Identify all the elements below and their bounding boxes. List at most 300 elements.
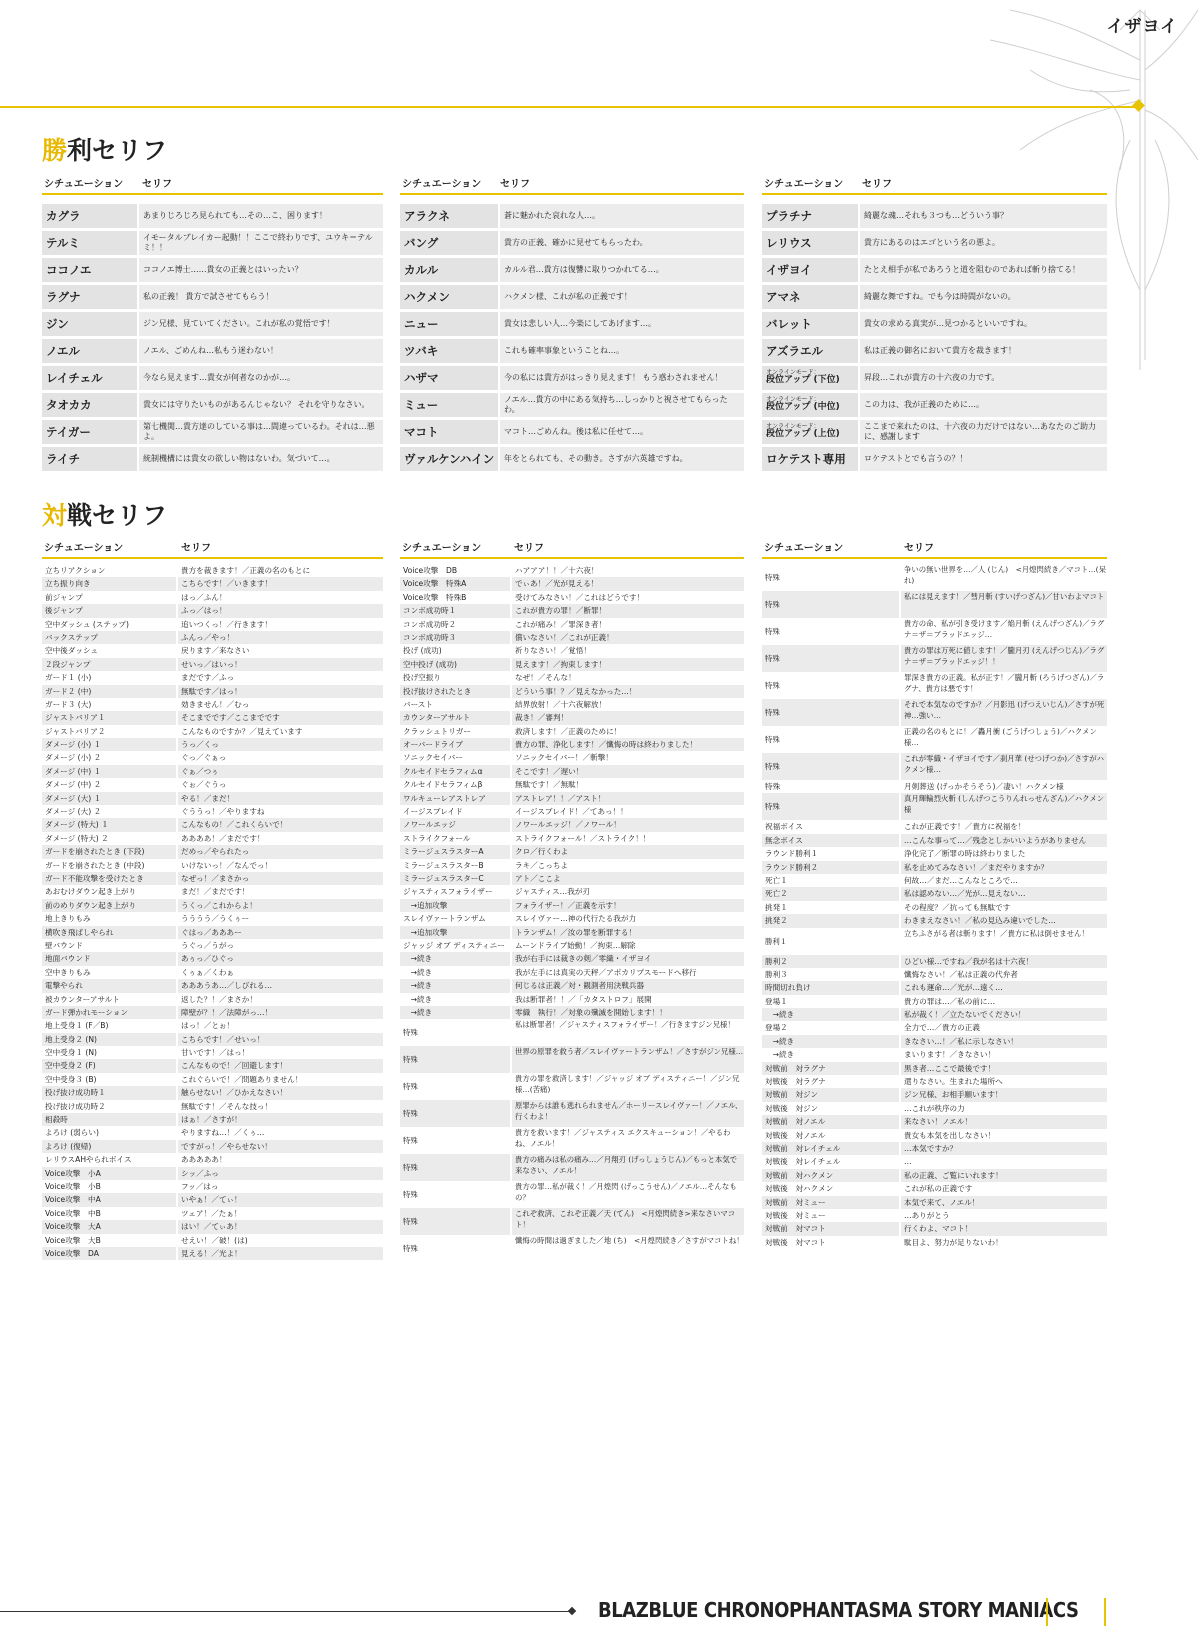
battle-row: [400, 711, 744, 724]
battle-row: [42, 711, 383, 724]
battle-row: [762, 618, 1107, 645]
online-mode-label: オンラインモード：: [766, 368, 820, 376]
battle-situation: 勝利２: [762, 955, 899, 968]
battle-line: 月剣葬送 (げっかそうそう)／凄い！ハクメン様: [904, 782, 1064, 791]
win-situation: イザヨイ: [762, 258, 858, 282]
win-situation: ツバキ: [400, 339, 498, 363]
battle-row: [762, 1048, 1107, 1061]
battle-situation: クルセイドセラフィムα: [400, 765, 510, 778]
battle-line: 私が裁く！／立たないでください！: [901, 1008, 1107, 1021]
battle-row: [400, 631, 744, 644]
battle-row: [762, 1236, 1107, 1249]
battle-situation: →続き: [403, 967, 433, 977]
battle-line: うくっ／これからよ！: [178, 899, 383, 912]
battle-column-1: [42, 535, 383, 1260]
battle-line: ノワールエッジ！／ノワール！: [512, 818, 744, 831]
battle-situation: 勝利３: [765, 969, 788, 979]
battle-situation: 無念ボイス: [762, 834, 899, 847]
battle-situation: 立ち振り向き: [42, 577, 176, 590]
battle-situation: ダメージ (特大) ２: [45, 833, 109, 843]
win-row: [42, 258, 383, 282]
battle-line: 本気で来て、ノエル！: [901, 1196, 1107, 1209]
win-situation: タオカカ: [42, 393, 137, 417]
win-row: [400, 447, 744, 471]
battle-row: [400, 564, 744, 577]
win-lines-title: [42, 131, 167, 167]
situation-header: シチュエーション: [402, 543, 482, 554]
battle-row: [42, 1193, 383, 1206]
battle-line: 正義の名のもとに！／轟月衝 (ごうげつしょう)／ハクメン様…: [904, 727, 1097, 747]
win-situation: ハザマ: [400, 366, 498, 390]
battle-line: それで本気なのですか？／月影迅 (げつえいじん)／さすが死神…強い…: [901, 699, 1107, 726]
battle-line: ふんっ／やっ！: [178, 631, 383, 644]
battle-line: まだ！／まだです！: [181, 887, 250, 897]
win-row: [42, 312, 383, 336]
battle-line: ひどい様…ですね／我が名は十六夜！: [901, 955, 1107, 968]
win-title-rest: 利セリフ: [67, 136, 168, 165]
battle-line: はっ／ふん！: [181, 592, 227, 602]
battle-row: [400, 1181, 744, 1208]
battle-line: やりますね…！／くぅ…: [181, 1128, 265, 1138]
battle-situation: 空中投げ (成功): [400, 658, 510, 671]
battle-situation: ガード２ (中): [42, 685, 176, 698]
battle-column-3: [762, 535, 1107, 1249]
win-situation: アマネ: [762, 285, 858, 309]
battle-row: [42, 872, 383, 885]
battle-line: 我が左手には真実の天秤／アポカリプスモードへ移行: [515, 967, 697, 977]
battle-row: [42, 631, 383, 644]
win-line: 第七機関…貴方達のしている事は…間違っているわ。それは…悪よ。: [139, 420, 383, 444]
battle-situation: 空中後ダッシュ: [45, 646, 99, 656]
win-line: ノエル、ごめんね…私もう迷わない！: [139, 339, 383, 363]
battle-situation: 投げ (成功): [403, 646, 442, 656]
battle-situation: ダメージ (特大) １: [42, 818, 176, 831]
battle-row: [400, 899, 744, 912]
battle-row: [762, 914, 1107, 927]
battle-row: [42, 939, 383, 952]
battle-line: 無駄です！／そんな技っ！: [181, 1101, 273, 1111]
battle-situation: 対戦前 対ジン: [762, 1088, 899, 1101]
battle-title-highlight: 対: [42, 501, 68, 530]
battle-row: [762, 699, 1107, 726]
battle-line: 浄化完了／断罪の時は終わりました: [904, 849, 1026, 859]
battle-line: …ありがとう: [904, 1210, 950, 1220]
battle-row: [400, 845, 744, 858]
line-header: セリフ: [181, 543, 211, 554]
win-column-3: [762, 171, 1107, 471]
battle-situation: 投げ抜けされたとき: [400, 685, 510, 698]
battle-line: 全力で…／貴方の正義: [904, 1023, 980, 1033]
battle-line: 貴方の罪を救済します！／ジャッジ オブ ディスティニー！／ジン兄様…(苦痛): [515, 1074, 740, 1095]
win-line: 今なら見えます…貴女が何者なのかが…。: [139, 366, 383, 390]
battle-line: 私は認めない…／光が…見えない…: [901, 887, 1107, 900]
line-header: セリフ: [142, 179, 172, 190]
battle-situation: オーバードライブ: [400, 738, 510, 751]
battle-situation: 挑発１: [765, 902, 788, 912]
battle-situation: ジャストバリア２: [45, 726, 106, 736]
win-situation: ミュー: [400, 393, 498, 417]
battle-situation: Voice攻撃 中A: [42, 1193, 176, 1206]
battle-situation: 特殊: [400, 1046, 510, 1073]
battle-line: こちらです！／せいっ！: [178, 1033, 383, 1046]
win-row: [400, 312, 744, 336]
battle-row: [762, 1169, 1107, 1182]
battle-row: [42, 832, 383, 845]
win-situation: カルル: [400, 258, 498, 282]
battle-situation: 特殊: [400, 1208, 510, 1235]
situation-name: 段位アップ (上位): [766, 429, 840, 440]
win-title-highlight: 勝: [42, 136, 68, 165]
battle-situation: →続き: [403, 994, 433, 1004]
battle-situation: ガード１ (小): [45, 673, 92, 683]
battle-column-header: [42, 535, 383, 559]
battle-row: [762, 1088, 1107, 1101]
battle-row: [762, 847, 1107, 860]
battle-row: [42, 1073, 383, 1086]
win-situation: ラグナ: [42, 285, 137, 309]
battle-row: [42, 671, 383, 684]
battle-row: [42, 818, 383, 831]
battle-situation: 特殊: [403, 1190, 418, 1200]
online-mode-label: オンラインモード：: [766, 395, 820, 403]
battle-line: 甘いです！／はっ！: [181, 1048, 250, 1058]
battle-row: [400, 979, 744, 992]
battle-line: せえい！／破！(は): [181, 1235, 248, 1245]
win-row: [762, 339, 1107, 363]
battle-line: これも運命…／光が…遠く…: [901, 981, 1107, 994]
win-row: [400, 420, 744, 444]
battle-row: [42, 1140, 383, 1153]
battle-row: [42, 1220, 383, 1233]
battle-situation: 特殊: [403, 1136, 418, 1146]
win-line: 私は正義の御名において貴方を裁きます！: [860, 339, 1107, 363]
battle-situation: Voice攻撃 中B: [45, 1208, 101, 1218]
battle-line: ぐぉ／ぐうっ: [181, 780, 227, 790]
battle-line: トランザム！／汝の罪を断罪する！: [512, 926, 744, 939]
battle-row: [762, 753, 1107, 780]
battle-situation: 特殊: [762, 591, 899, 618]
situation-header: シチュエーション: [402, 179, 482, 190]
battle-line: ツェア！／たぁ！: [181, 1208, 242, 1218]
win-line: 綺麗な舞ですね。でも今は時間がないの。: [860, 285, 1107, 309]
battle-row: [42, 1126, 383, 1139]
battle-row: [762, 1182, 1107, 1195]
battle-line: アト／ここよ: [512, 872, 744, 885]
win-situation: ライチ: [42, 447, 137, 471]
battle-line: 懺悔なさい！／私は正義の代弁者: [904, 969, 1018, 979]
battle-line: こんなものですか？／見えています: [181, 726, 303, 736]
battle-situation: 電撃やられ: [42, 979, 176, 992]
battle-line: 争いの無い世界を…／人 (じん) <月煌閃続き／マコト…(呆れ): [904, 565, 1106, 585]
win-situation: テイガー: [42, 420, 137, 444]
battle-row: [400, 792, 744, 805]
battle-row: [42, 1059, 383, 1072]
battle-row: [400, 832, 744, 845]
battle-line: はい！／てぃあ！: [178, 1220, 383, 1233]
battle-row: [762, 981, 1107, 994]
battle-situation: 対戦後 対ノエル: [765, 1130, 826, 1140]
win-row: [762, 258, 1107, 282]
battle-line: そこまでです／ここまでです: [178, 711, 383, 724]
win-situation: ノエル: [42, 339, 137, 363]
battle-line: くぅぁ／くわぁ: [181, 967, 234, 977]
battle-line: はっ！／とぉ！: [181, 1021, 235, 1031]
battle-line: 私は断罪者！／ジャスティスフォライザー！／行きますジン兄様！: [515, 1020, 735, 1030]
win-line: イモータルブレイカー起動！！ここで終わりです、ユウキ＝テルミ！！: [139, 231, 383, 255]
battle-situation: 特殊: [765, 735, 780, 744]
battle-row: [400, 644, 744, 657]
battle-row: [42, 618, 383, 631]
battle-situation: 空中受身１ (N): [45, 1048, 97, 1058]
battle-row: [42, 1046, 383, 1059]
battle-line: なぜっ！／まさかっ: [178, 872, 383, 885]
battle-line: …本気ですか？: [901, 1142, 1107, 1155]
battle-line: ああああ！／まだです！: [181, 833, 265, 843]
battle-line: こちらです！／いきます！: [178, 577, 383, 590]
battle-row: [762, 1115, 1107, 1128]
battle-row: [400, 778, 744, 791]
battle-row: [762, 928, 1107, 955]
battle-line: 裁き！／審判！: [512, 711, 744, 724]
battle-line: はぁ！／さすが！: [178, 1113, 383, 1126]
battle-row: [42, 1234, 383, 1247]
battle-row: [42, 1113, 383, 1126]
battle-line: これが貴方の罪！／断罪！: [512, 604, 744, 617]
battle-line: アストレア！！／アスト！: [512, 792, 744, 805]
battle-row: [42, 993, 383, 1006]
battle-row: [42, 912, 383, 925]
battle-situation: 登場２: [765, 1023, 788, 1033]
battle-situation: 被カウンターアサルト: [45, 994, 120, 1004]
battle-row: [762, 672, 1107, 699]
battle-row: [400, 939, 744, 952]
battle-row: [400, 577, 744, 590]
battle-situation: ジャスティスフォライザー: [403, 887, 493, 897]
battle-line: これが痛み！／罪深き者！: [515, 619, 607, 629]
battle-line: スレイヴァー…神の代行たる我が力: [515, 914, 637, 924]
battle-situation: ガード３ (大): [45, 699, 92, 709]
battle-line: …これが秩序の力: [904, 1103, 965, 1113]
battle-situation: あおむけダウン起き上がり: [45, 887, 137, 897]
win-row: [42, 204, 383, 228]
battle-line: うっ／くっ: [178, 738, 383, 751]
battle-line: だめっ／やられたっ: [178, 845, 383, 858]
line-header: セリフ: [500, 179, 530, 190]
battle-line: きなさい…！／私に示しなさい！: [901, 1035, 1107, 1048]
win-line: 昇段…これが貴方の十六夜の力です。: [860, 366, 1107, 390]
battle-row: [400, 1046, 744, 1073]
battle-row: [762, 1062, 1107, 1075]
battle-line: これぐらいで！／問題ありません！: [181, 1074, 303, 1084]
win-situation: [762, 393, 858, 417]
win-column-header: [400, 171, 744, 195]
battle-row: [400, 1019, 744, 1046]
battle-situation: 対戦前 対ハクメン: [762, 1169, 899, 1182]
battle-row: [762, 1196, 1107, 1209]
win-row: [762, 285, 1107, 309]
win-situation: マコト: [400, 420, 498, 444]
battle-row: [42, 1247, 383, 1260]
battle-row: [762, 780, 1107, 793]
win-row: [762, 420, 1107, 444]
win-situation: ニュー: [400, 312, 498, 336]
battle-situation: ダメージ (小) ２: [45, 753, 102, 763]
battle-row: [42, 952, 383, 965]
battle-row: [400, 604, 744, 617]
battle-situation: カウンターアサルト: [400, 711, 510, 724]
battle-situation: 特殊: [765, 782, 781, 791]
win-line: この力は、我が正義のために…。: [860, 393, 1107, 417]
win-row: [762, 447, 1107, 471]
battle-situation: 勝利１: [765, 936, 788, 946]
battle-line: 何じるは正義／対・観測者用決戦兵器: [512, 979, 744, 992]
battle-line: 我は断罪者！！／「カタストロフ」展開: [515, 994, 652, 1004]
battle-situation: 投げ空振り: [403, 673, 441, 683]
battle-line: 立ちふさがる者は斬ります！／貴方に私は倒せません！: [904, 928, 1089, 938]
win-row: [762, 312, 1107, 336]
battle-row: [400, 1006, 744, 1019]
battle-row: [400, 725, 744, 738]
battle-line: あぅっ／ひぐっ: [178, 952, 383, 965]
battle-line: ハアアア！！／十六夜！: [515, 566, 599, 575]
battle-line: 我が右手には裁きの剣／零織・イザヨイ: [512, 952, 744, 965]
battle-line: こんなもの！／これくらいで！: [178, 818, 383, 831]
battle-row: [762, 901, 1107, 914]
battle-row: [42, 658, 383, 671]
situation-header: シチュエーション: [44, 543, 124, 554]
battle-row: [42, 644, 383, 657]
battle-situation: ダメージ (中) １: [42, 765, 176, 778]
battle-line: どういう事！？／見えなかった…！: [512, 685, 744, 698]
battle-row: [400, 1100, 744, 1127]
battle-situation: ノワールエッジ: [400, 818, 510, 831]
battle-row: [400, 1154, 744, 1181]
win-situation: アズラエル: [762, 339, 858, 363]
battle-situation: ミラージュスラスターB: [403, 860, 484, 870]
win-line: 貴方の正義、確かに見せてもらったわ。: [500, 231, 744, 255]
battle-row: [400, 658, 744, 671]
battle-line: 貴女も本気を出しなさい！: [904, 1130, 996, 1140]
battle-row: [42, 577, 383, 590]
battle-row: [400, 952, 744, 965]
battle-line: 還りなさい。生まれた場所へ: [904, 1077, 1003, 1087]
battle-row: [400, 698, 744, 711]
battle-line: 障壁が？！／法障がっ…！: [178, 1006, 383, 1019]
line-header: セリフ: [904, 543, 934, 554]
battle-row: [762, 793, 1107, 820]
battle-situation: 地上受身１ (F／B): [45, 1021, 109, 1031]
battle-situation: Voice攻撃 大B: [45, 1235, 101, 1245]
battle-situation: ミラージュスラスターA: [400, 845, 510, 858]
battle-line: うううう／うくぅー: [181, 914, 250, 924]
battle-row: [762, 1222, 1107, 1235]
battle-situation: 対戦後 対ジン: [765, 1103, 818, 1113]
battle-row: [42, 1180, 383, 1193]
battle-row: [762, 968, 1107, 981]
battle-situation: ワルキューレアストレア: [400, 792, 510, 805]
battle-line: ぐはっ／あああー: [178, 926, 383, 939]
battle-line: これが正義です！／貴方に祝福を！: [904, 822, 1026, 832]
battle-line: 貴方の罪は…／私の前に…: [904, 996, 996, 1006]
battle-situation: 祝福ボイス: [765, 822, 803, 832]
battle-row: [762, 995, 1107, 1008]
win-situation: [762, 366, 858, 390]
situation-header: シチュエーション: [764, 543, 844, 554]
battle-row: [42, 1207, 383, 1220]
battle-situation: ダメージ (小) １: [42, 738, 176, 751]
battle-row: [42, 1033, 383, 1046]
battle-row: [400, 618, 744, 631]
battle-row: [42, 1086, 383, 1099]
battle-line: イージスブレイド！／てあっ！！: [515, 807, 628, 817]
battle-situation: →続き: [400, 979, 510, 992]
battle-line: 返した？！／まさか！: [181, 994, 257, 1004]
footer-diamond-icon: [568, 1607, 576, 1615]
battle-situation: よろけ (復帰): [42, 1140, 176, 1153]
battle-situation: 対戦前 対ノエル: [762, 1115, 899, 1128]
battle-situation: 特殊: [762, 793, 899, 820]
win-line: 貴女の求める真実が…見つかるといいですね。: [860, 312, 1107, 336]
battle-row: [400, 818, 744, 831]
battle-line: ぐぁ／つぅ: [178, 765, 383, 778]
battle-line: 懺悔の時間は過ぎました／地 (ち) <月煌閃続き／さすがマコトね！: [515, 1236, 744, 1246]
battle-line: 見えます！／拘束します！: [512, 658, 744, 671]
battle-situation: 特殊: [762, 699, 899, 726]
battle-situation: 対戦後 対レイチェル: [765, 1157, 841, 1167]
battle-row: [42, 765, 383, 778]
battle-situation: ガードを崩されたとき (下段): [42, 845, 176, 858]
battle-row: [762, 834, 1107, 847]
battle-situation: 地上受身２ (N): [42, 1033, 176, 1046]
battle-situation: ガードを崩されたとき (中段): [45, 860, 145, 870]
battle-line: まいります！／きなさい！: [904, 1050, 996, 1060]
battle-line: まだです／ふっ: [181, 673, 235, 683]
battle-situation: →続き: [765, 1050, 795, 1060]
battle-row: [400, 1127, 744, 1154]
battle-situation: →追加攻撃: [400, 899, 510, 912]
battle-situation: 対戦前 対ラグナ: [762, 1062, 899, 1075]
battle-situation: 特殊: [400, 1100, 510, 1127]
battle-column-header: [400, 535, 744, 559]
battle-situation: ガード弾かれモーション: [42, 1006, 176, 1019]
battle-situation: コンボ成功時１: [400, 604, 510, 617]
character-name: イザヨイ: [1106, 17, 1178, 37]
battle-line: 無駄です！／無駄！: [515, 780, 584, 790]
battle-line: 私を止めてみなさい！／まだやりますか？: [901, 861, 1107, 874]
battle-line: 償いなさい！／これが正義！: [512, 631, 744, 644]
situation-header: シチュエーション: [44, 179, 124, 190]
battle-row: [42, 604, 383, 617]
battle-situation: →続き: [762, 1008, 899, 1021]
battle-row: [42, 859, 383, 872]
win-row: [762, 204, 1107, 228]
win-situation: バレット: [762, 312, 858, 336]
battle-row: [42, 899, 383, 912]
battle-line: 貴方の罪、浄化します！／懺悔の時は終わりました！: [512, 738, 744, 751]
footer-book-title: BLAZBLUE CHRONOPHANTASMA STORY MANIACS: [598, 1598, 1079, 1622]
battle-row: [762, 1021, 1107, 1034]
battle-situation: 投げ抜け成功時１: [42, 1086, 176, 1099]
battle-situation: スレイヴァートランザム: [403, 914, 486, 924]
battle-row: [400, 738, 744, 751]
battle-line: 追いつくっ！／行きます！: [181, 619, 272, 629]
battle-row: [42, 591, 383, 604]
win-situation: レイチェル: [42, 366, 137, 390]
win-situation: レリウス: [762, 231, 858, 255]
battle-situation: Voice攻撃 特殊B: [403, 592, 467, 602]
battle-situation: 特殊: [765, 627, 780, 636]
battle-row: [400, 859, 744, 872]
